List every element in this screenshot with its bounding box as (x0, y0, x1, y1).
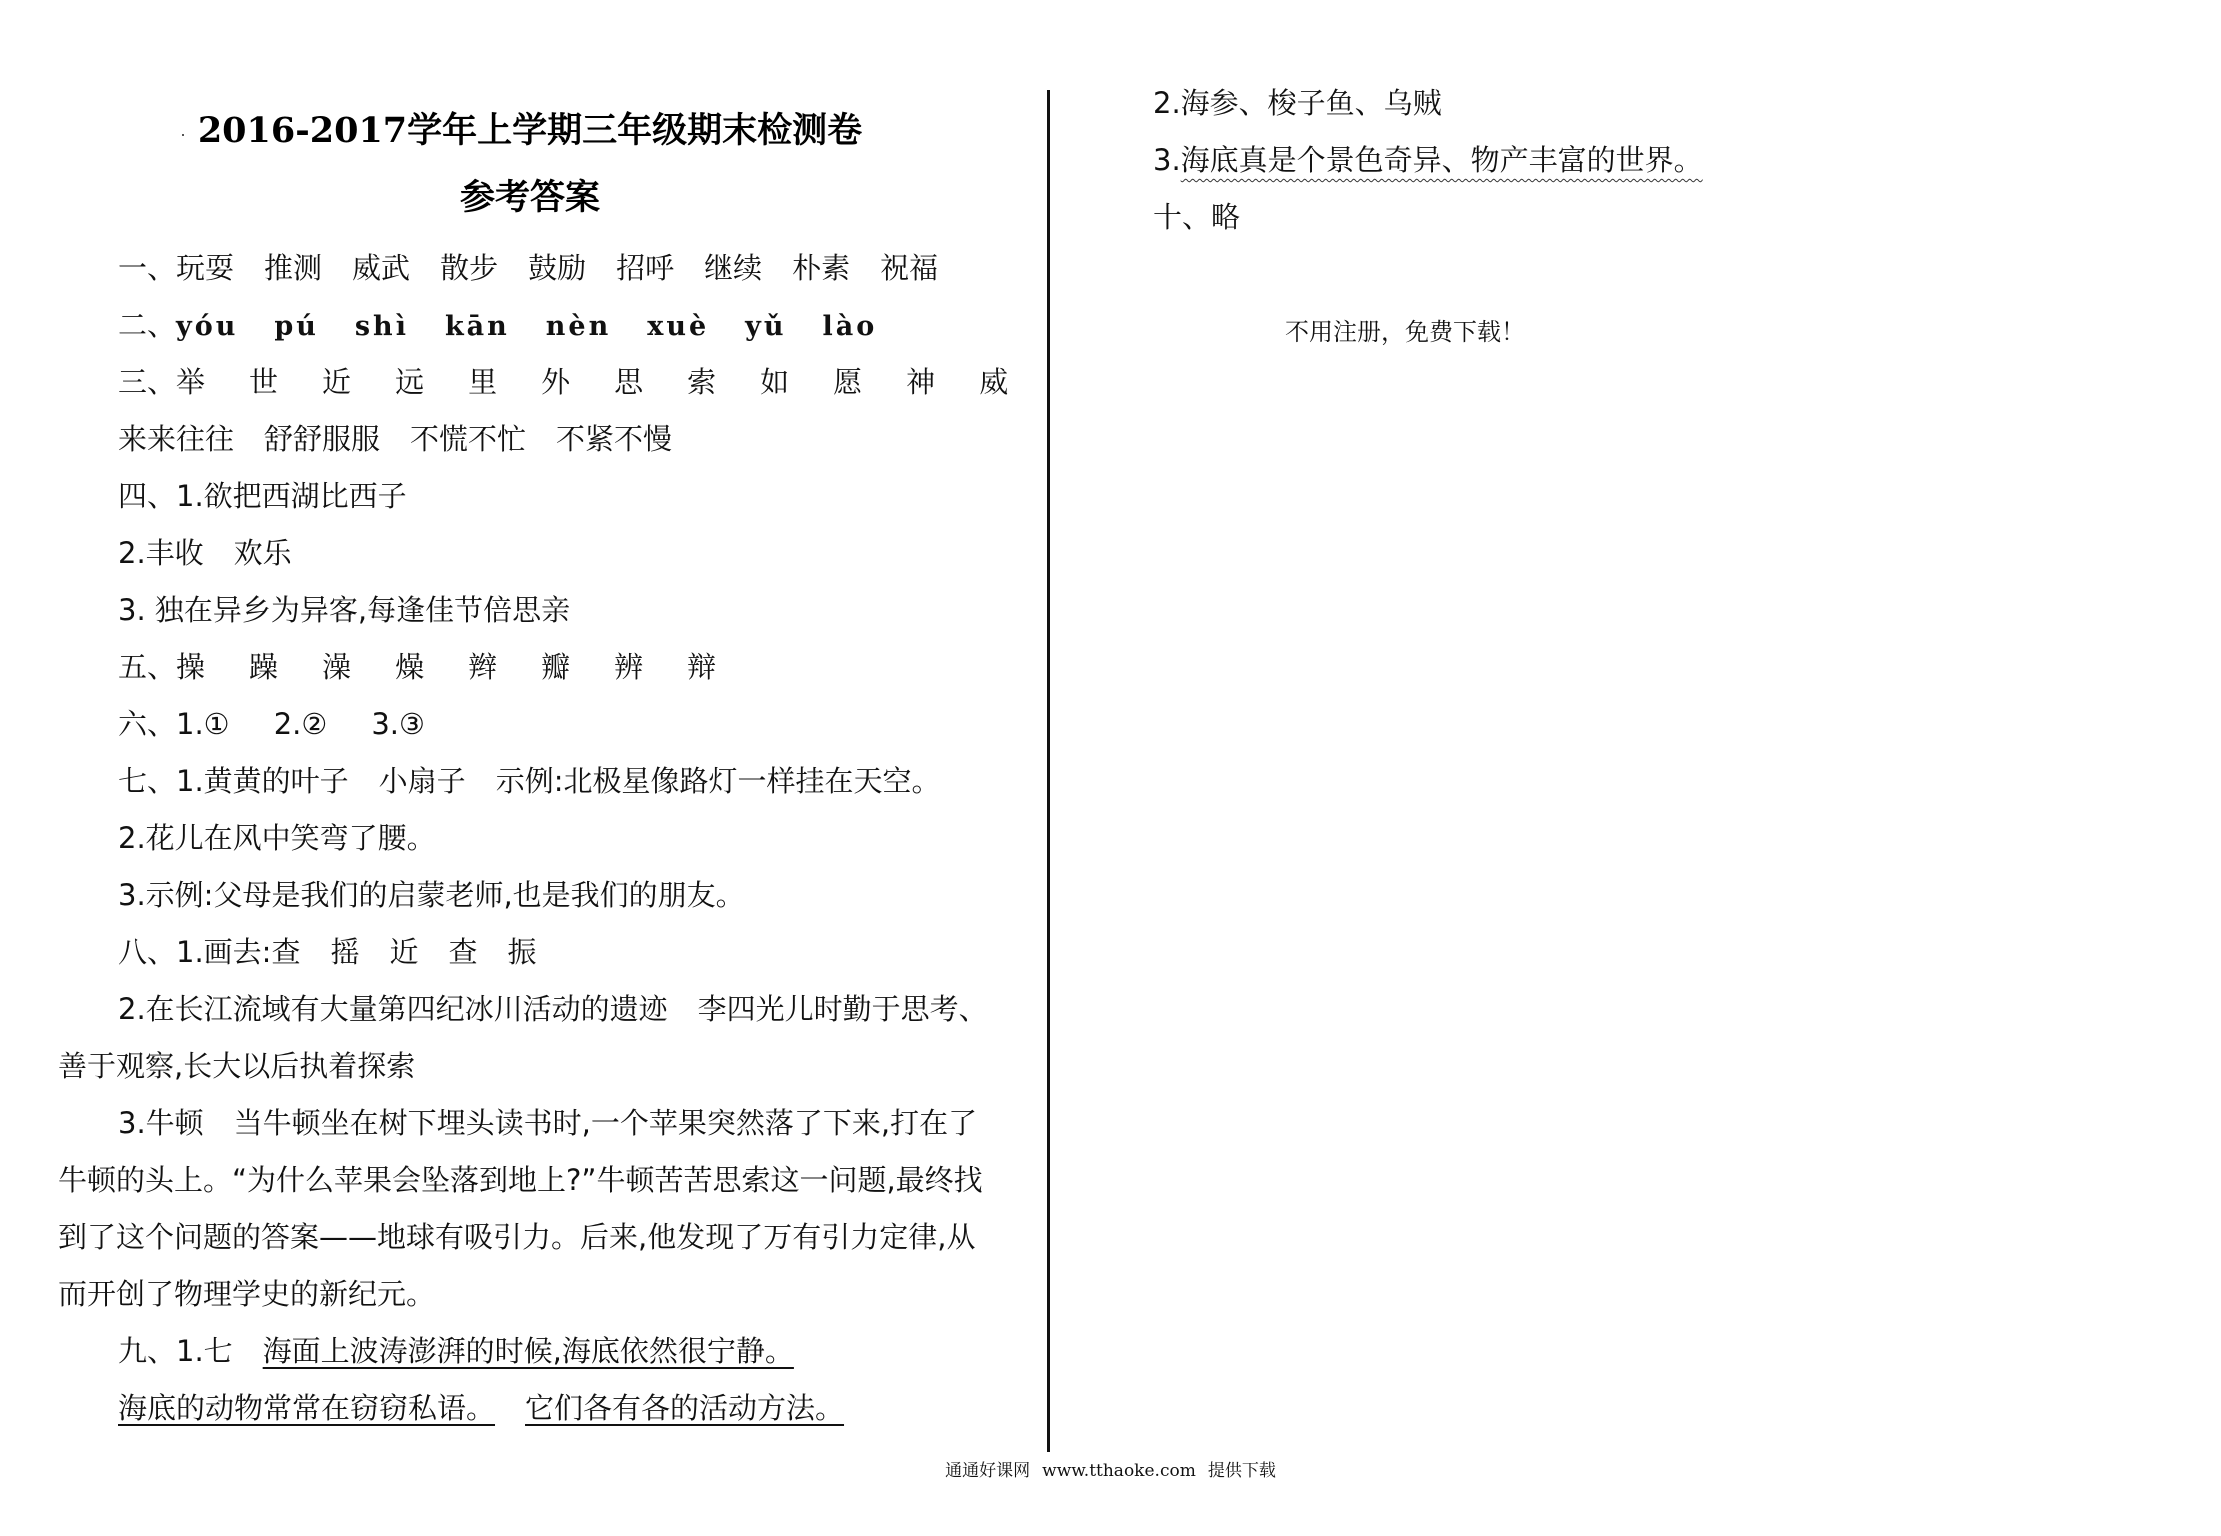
answer-part: 当牛顿坐在树下埋头读书时,一个苹果突然落了下来,打在了 (233, 1106, 978, 1140)
char: 躁 (249, 650, 279, 684)
answer-part: 振 (507, 935, 537, 969)
char: 远 (395, 365, 425, 399)
pinyin: nèn (545, 311, 612, 342)
answer-row-8-1 (118, 932, 537, 972)
row-prefix: 一、 (118, 251, 177, 285)
row-prefix: 九、1.七 (118, 1334, 233, 1368)
char: 辫 (468, 650, 498, 684)
answer-row-9-2 (118, 1388, 844, 1428)
row-prefix: 六、 (118, 707, 177, 741)
answer-row-4-2 (118, 533, 292, 573)
char: 辩 (687, 650, 717, 684)
pinyin: xuè (647, 311, 710, 342)
char: 世 (249, 365, 279, 399)
answer-row-right-1: 2.海参、梭子鱼、乌贼 (1153, 86, 1442, 120)
char: 威 (979, 365, 1009, 399)
answer-row-3b (118, 419, 672, 459)
answer-part: 八、1.画去:查 (118, 935, 301, 969)
answer-row-8-3d: 而开创了物理学史的新纪元。 (58, 1277, 436, 1311)
word: 舒舒服服 (264, 422, 381, 456)
char: 瓣 (541, 650, 571, 684)
answer-row-7-3: 3.示例:父母是我们的启蒙老师,也是我们的朋友。 (118, 878, 745, 912)
word: 不慌不忙 (410, 422, 527, 456)
answer-row-7-2: 2.花儿在风中笑弯了腰。 (118, 821, 436, 855)
promo-text: 不用注册，免费下载！ (1285, 318, 1525, 346)
answer-row-4-1: 四、1.欲把西湖比西子 (118, 479, 407, 513)
word: 来来往往 (118, 422, 235, 456)
char: 近 (322, 365, 352, 399)
choice: 2.② (273, 707, 328, 741)
word: 鼓励 (528, 251, 587, 285)
char: 燥 (395, 650, 425, 684)
answer-row-8-3c: 到了这个问题的答案——地球有吸引力。后来,他发现了万有引力定律,从 (58, 1220, 976, 1254)
answer-part: 七、1.黄黄的叶子 (118, 764, 349, 798)
answer-part: 小扇子 (378, 764, 466, 798)
pinyin: lào (822, 311, 878, 342)
char: 里 (468, 365, 498, 399)
choice: 1.① (176, 707, 230, 741)
pinyin: yǔ (745, 311, 787, 342)
char: 操 (176, 650, 206, 684)
answer-part: 查 (448, 935, 478, 969)
pinyin: kān (444, 311, 510, 342)
char: 愿 (833, 365, 863, 399)
answer-row-5 (118, 647, 716, 687)
answer-part: 李四光儿时勤于思考、 (697, 992, 988, 1026)
answer-part: 3.牛顿 (118, 1106, 204, 1140)
answer-row-8-2b: 善于观察,长大以后执着探索 (58, 1049, 416, 1083)
underlined-answer: 它们各有各的活动方法。 (525, 1391, 845, 1425)
answer-row-1 (118, 248, 938, 288)
pinyin: yóu (176, 311, 239, 342)
answer-row-9-1 (118, 1331, 794, 1371)
answer-part: 2.在长江流域有大量第四纪冰川活动的遗迹 (118, 992, 668, 1026)
char: 辨 (614, 650, 644, 684)
answer-row-6 (118, 704, 425, 744)
word: 祝福 (880, 251, 939, 285)
row-prefix: 五、 (118, 650, 177, 684)
underlined-answer: 海底的动物常常在窃窃私语。 (118, 1391, 496, 1425)
row-prefix: 三、 (118, 365, 177, 399)
char: 澡 (322, 650, 352, 684)
item-number: 3. (1153, 143, 1181, 177)
footer-note: 提供下载 (1207, 1461, 1276, 1481)
answer-key-title: 参考答案 (459, 177, 600, 218)
answer-part: 摇 (330, 935, 360, 969)
word: 继续 (704, 251, 763, 285)
word: 朴素 (792, 251, 851, 285)
row-prefix: 二、 (118, 308, 177, 342)
word: 招呼 (616, 251, 675, 285)
char: 索 (687, 365, 717, 399)
answer-row-8-2a (118, 989, 988, 1029)
answer-row-4-3: 3. 独在异乡为异客,每逢佳节倍思亲 (118, 593, 571, 627)
footer-url: www.tthaoke.com (1042, 1461, 1196, 1481)
choice: 3.③ (371, 707, 426, 741)
word: 玩耍 (176, 251, 235, 285)
answer-row-3 (118, 362, 1008, 402)
char: 举 (176, 365, 206, 399)
word: 2.丰收 (118, 536, 204, 570)
word: 威武 (352, 251, 411, 285)
answer-row-right-2 (1153, 140, 1703, 180)
answer-row-8-3a (118, 1103, 977, 1143)
char: 如 (760, 365, 790, 399)
word: 散步 (440, 251, 499, 285)
answer-row-right-3: 十、略 (1153, 200, 1241, 234)
exam-title: 2016-2017学年上学期三年级期末检测卷 (197, 110, 863, 151)
char: 外 (541, 365, 571, 399)
wavy-underlined-answer: 海底真是个景色奇异、物产丰富的世界。 (1180, 143, 1703, 177)
answer-row-8-3b: 牛顿的头上。“为什么苹果会坠落到地上?”牛顿苦苦思索这一问题,最终找 (58, 1163, 983, 1197)
word: 欢乐 (233, 536, 292, 570)
page-footer (0, 1456, 2221, 1481)
answer-part: 示例:北极星像路灯一样挂在天空。 (495, 764, 941, 798)
word: 不紧不慢 (556, 422, 673, 456)
char: 思 (614, 365, 644, 399)
char: 神 (906, 365, 936, 399)
footer-site-name: 通通好课网 (945, 1461, 1031, 1481)
answer-row-2 (118, 305, 913, 347)
pinyin: shì (354, 311, 409, 342)
answer-row-7-1 (118, 761, 940, 801)
column-divider (1047, 90, 1050, 1452)
word: 推测 (264, 251, 323, 285)
answer-part: 近 (389, 935, 419, 969)
pinyin: pú (274, 311, 319, 342)
underlined-answer: 海面上波涛澎湃的时候,海底依然很宁静。 (262, 1334, 794, 1368)
